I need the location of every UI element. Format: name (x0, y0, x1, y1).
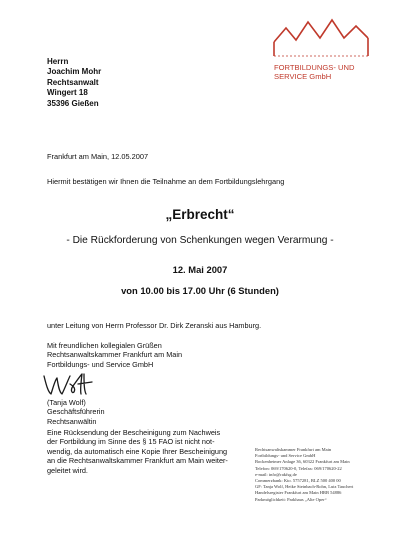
note-line: geleitet wird. (47, 465, 88, 475)
note-line: Eine Rücksendung der Bescheinigung zum Nachweis (47, 428, 221, 437)
course-time: von 10.00 bis 17.00 Uhr (6 Stunden) (121, 285, 279, 296)
logo-line-2: SERVICE GmbH (274, 72, 332, 81)
company-footer (255, 447, 353, 503)
footer-line: Parkmöglichkeit: Parkhaus „Alte Oper“ (255, 496, 327, 502)
signer-block (47, 398, 105, 426)
note-line: wendig, da automatisch eine Kopie Ihrer Bescheinigung (47, 446, 228, 456)
recipient-city: 35396 Gießen (47, 98, 99, 108)
greeting-line: Rechtsanwaltskammer Frankfurt am Main (47, 350, 183, 360)
logo-line-1: FORTBILDUNGS- UND (274, 63, 355, 72)
footer-line: Fortbildungs- und Service GmbH (255, 453, 316, 459)
course-date: 12. Mai 2007 (172, 264, 228, 275)
place-date: Frankfurt am Main, 12.05.2007 (47, 152, 149, 161)
recipient-title: Rechtsanwalt (47, 77, 99, 87)
footer-line: Commerzbank: Kto. 5757281, BLZ 500 400 00 (255, 478, 341, 484)
footer-line: Telefon: 069/170620-0, Telefax: 069/170620-22 (255, 465, 342, 471)
course-subtitle: - Die Rückforderung von Schenkungen wegen Verarmung - (66, 235, 334, 246)
recipient-salutation: Herrn (47, 57, 69, 66)
greeting-line: Fortbildungs- und Service GmbH (47, 359, 154, 369)
intro-text: Hiermit bestätigen wir Ihnen die Teilnahme an dem Fortbildungslehrgang (47, 177, 285, 186)
footer-line: Rechtsanwaltskammer Frankfurt am Main (255, 447, 332, 452)
signature-icon (40, 370, 100, 398)
course-title: „Erbrecht“ (165, 207, 235, 222)
signer-name: (Tanja Wolf) (47, 398, 86, 407)
return-note (47, 428, 228, 475)
footer-line: Bockenheimer Anlage 36, 60322 Frankfurt am Main (255, 459, 350, 465)
footer-line: GF: Tanja Wolf, Heike Steinbach-Rohn, Lutz Tauchert (255, 484, 354, 490)
signer-profession: Rechtsanwältin (47, 416, 97, 426)
company-logo (272, 16, 372, 81)
signer-role: Geschäftsführerin (47, 407, 105, 417)
greeting-line: Mit freundlichen kollegialen Grüßen (47, 341, 162, 350)
recipient-name: Joachim Mohr (47, 67, 102, 77)
course-leader: unter Leitung von Herrn Professor Dr. Dirk Zeranski aus Hamburg. (47, 321, 262, 330)
logo-text (274, 63, 384, 81)
note-line: der Fortbildung im Sinne des § 15 FAO ist nicht not- (47, 437, 215, 447)
closing-greeting (47, 341, 182, 369)
note-line: an die Rechtsanwaltskammer Frankfurt am Main weiter- (47, 456, 228, 466)
recipient-address (47, 57, 101, 109)
footer-line: e-mail: info@rakfsg.de (255, 471, 297, 477)
recipient-street: Wingert 18 (47, 88, 88, 98)
roofline-logo-icon (272, 16, 372, 61)
footer-line: Handelsregister Frankfurt am Main HRB 54886 (255, 490, 342, 496)
